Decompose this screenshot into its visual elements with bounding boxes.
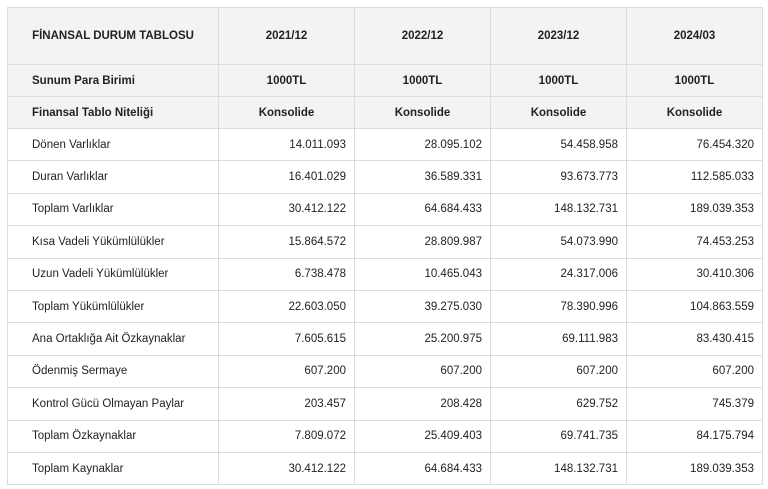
row-value: 64.684.433 [355,193,491,225]
table-row [8,355,763,387]
period-header: 2021/12 [219,8,355,65]
row-label: Kontrol Gücü Olmayan Paylar [8,388,219,420]
row-label: Ana Ortaklığa Ait Özkaynaklar [8,323,219,355]
row-value: 30.412.122 [219,193,355,225]
period-header: 2022/12 [355,8,491,65]
row-value: 74.453.253 [627,226,763,258]
row-value: 607.200 [355,355,491,387]
currency-value: 1000TL [491,65,627,97]
table-row [8,452,763,484]
currency-value: 1000TL [219,65,355,97]
currency-row [8,65,763,97]
row-value: 607.200 [627,355,763,387]
row-value: 69.111.983 [491,323,627,355]
row-label: Toplam Özkaynaklar [8,420,219,452]
row-label: Ödenmiş Sermaye [8,355,219,387]
statement-type-value: Konsolide [355,97,491,129]
row-value: 104.863.559 [627,290,763,322]
row-value: 148.132.731 [491,193,627,225]
row-value: 112.585.033 [627,161,763,193]
row-value: 7.809.072 [219,420,355,452]
table-row [8,323,763,355]
row-value: 69.741.735 [491,420,627,452]
row-value: 14.011.093 [219,129,355,161]
currency-label: Sunum Para Birimi [8,65,219,97]
row-value: 30.412.122 [219,452,355,484]
table-row [8,161,763,193]
period-header: 2024/03 [627,8,763,65]
header-row [8,8,763,65]
row-value: 607.200 [491,355,627,387]
row-value: 78.390.996 [491,290,627,322]
table-row [8,193,763,225]
table-row [8,129,763,161]
row-value: 203.457 [219,388,355,420]
row-value: 83.430.415 [627,323,763,355]
statement-type-label: Finansal Tablo Niteliği [8,97,219,129]
row-value: 24.317.006 [491,258,627,290]
row-value: 36.589.331 [355,161,491,193]
row-value: 76.454.320 [627,129,763,161]
row-label: Uzun Vadeli Yükümlülükler [8,258,219,290]
row-value: 15.864.572 [219,226,355,258]
row-value: 54.073.990 [491,226,627,258]
row-label: Kısa Vadeli Yükümlülükler [8,226,219,258]
period-header: 2023/12 [491,8,627,65]
row-value: 745.379 [627,388,763,420]
row-value: 607.200 [219,355,355,387]
row-value: 39.275.030 [355,290,491,322]
row-value: 28.809.987 [355,226,491,258]
row-value: 6.738.478 [219,258,355,290]
row-value: 148.132.731 [491,452,627,484]
currency-value: 1000TL [355,65,491,97]
financial-statement-table [7,7,763,485]
row-value: 54.458.958 [491,129,627,161]
currency-value: 1000TL [627,65,763,97]
row-value: 189.039.353 [627,452,763,484]
row-value: 10.465.043 [355,258,491,290]
row-value: 64.684.433 [355,452,491,484]
table-row [8,420,763,452]
table-row [8,258,763,290]
row-value: 16.401.029 [219,161,355,193]
table-row [8,226,763,258]
financial-statement-container [7,7,763,485]
row-label: Toplam Varlıklar [8,193,219,225]
row-value: 84.175.794 [627,420,763,452]
table-row [8,388,763,420]
statement-type-value: Konsolide [491,97,627,129]
row-value: 22.603.050 [219,290,355,322]
row-value: 208.428 [355,388,491,420]
row-value: 25.200.975 [355,323,491,355]
row-value: 93.673.773 [491,161,627,193]
row-value: 189.039.353 [627,193,763,225]
row-label: Duran Varlıklar [8,161,219,193]
row-value: 629.752 [491,388,627,420]
row-value: 28.095.102 [355,129,491,161]
row-label: Toplam Kaynaklar [8,452,219,484]
statement-type-value: Konsolide [219,97,355,129]
row-label: Dönen Varlıklar [8,129,219,161]
table-title: FİNANSAL DURUM TABLOSU [8,8,219,65]
statement-type-row [8,97,763,129]
row-value: 30.410.306 [627,258,763,290]
row-value: 25.409.403 [355,420,491,452]
statement-type-value: Konsolide [627,97,763,129]
row-label: Toplam Yükümlülükler [8,290,219,322]
row-value: 7.605.615 [219,323,355,355]
table-row [8,290,763,322]
